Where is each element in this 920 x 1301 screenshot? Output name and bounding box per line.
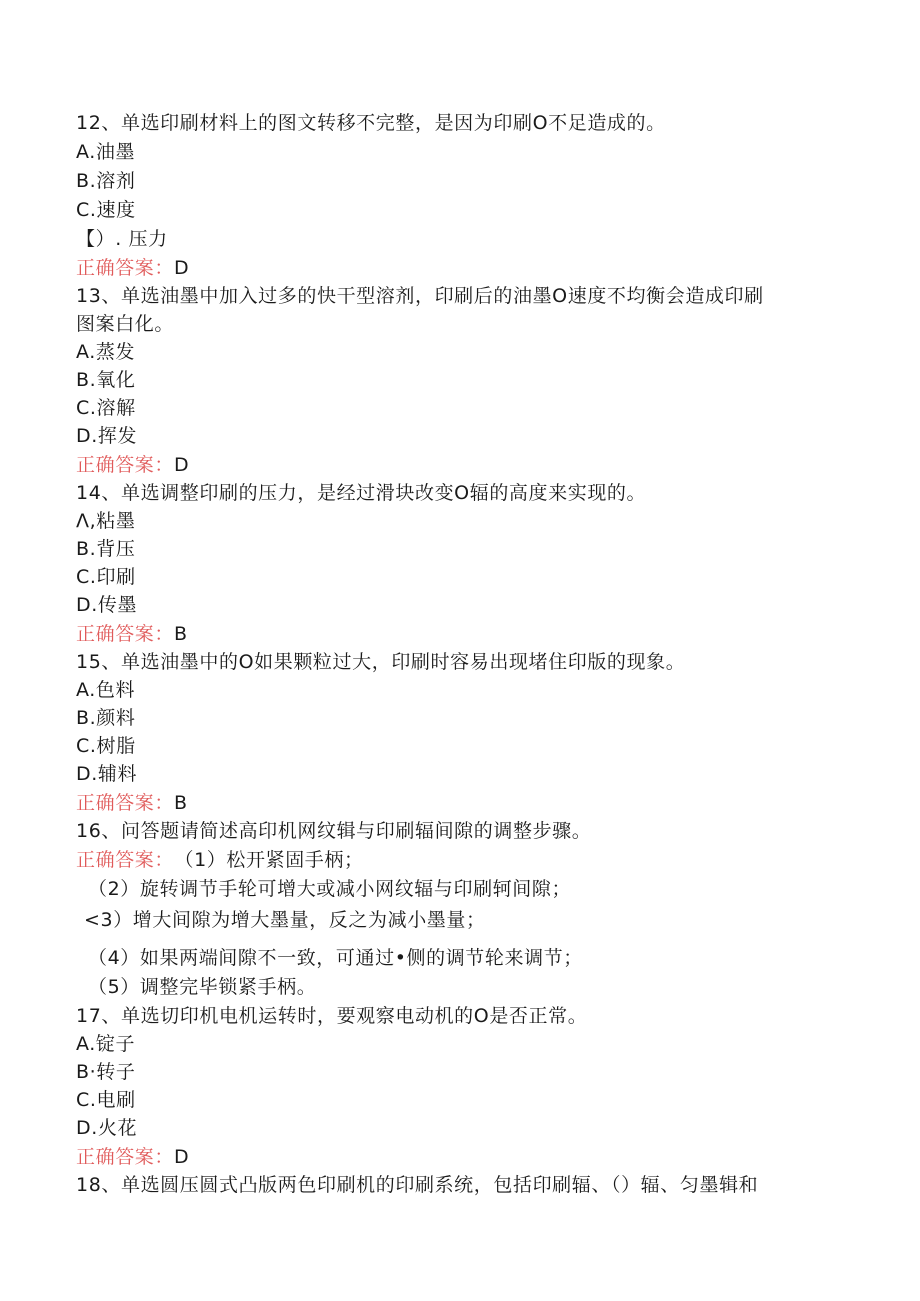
- answer-label: 正确答案：: [76, 454, 175, 476]
- question-13-line1: 13、单选油墨中加入过多的快干型溶剂，印刷后的油墨O速度不均衡会造成印刷: [76, 285, 764, 307]
- answer-step: （4）如果两端间隙不一致，可通过•侧的调节轮来调节；: [88, 947, 583, 969]
- answer-step: （5）调整完毕锁紧手柄。: [88, 976, 317, 998]
- question-13-line2: 图案白化。: [76, 313, 175, 335]
- option-d: D.传墨: [76, 594, 138, 616]
- option-a: Λ,粘墨: [76, 510, 136, 532]
- answer-value: D: [174, 454, 190, 476]
- answer-step: （2）旋转调节手轮可增大或减小网纹辐与印刷轲间隙；: [88, 878, 572, 900]
- answer-16: [76, 848, 364, 872]
- option-b: B.背压: [76, 538, 136, 560]
- answer-value: B: [174, 792, 188, 814]
- answer-value: B: [174, 623, 188, 645]
- option-b: B·转子: [76, 1061, 136, 1083]
- option-b: B.氧化: [76, 369, 136, 391]
- answer-label: 正确答案：: [76, 792, 175, 814]
- answer-15: [76, 791, 188, 815]
- question-18: 18、单选圆压圆式凸版两色印刷机的印刷系统，包括印刷辐、（）辐、匀墨辑和: [76, 1174, 759, 1196]
- answer-value: D: [174, 257, 190, 279]
- question-15: 15、单选油墨中的O如果颗粒过大，印刷时容易出现堵住印版的现象。: [76, 651, 686, 673]
- answer-step: <3）增大间隙为增大墨量，反之为减小墨量；: [84, 909, 486, 931]
- answer-label: 正确答案：: [76, 1146, 175, 1168]
- option-b: B.溶剂: [76, 170, 136, 192]
- option-c: C.电刷: [76, 1089, 136, 1111]
- option-d: 【）. 压力: [76, 228, 168, 250]
- option-c: C.溶解: [76, 397, 136, 419]
- answer-14: [76, 622, 188, 646]
- answer-label: 正确答案：: [76, 849, 175, 871]
- option-d: D.辅料: [76, 763, 138, 785]
- option-d: D.挥发: [76, 425, 138, 447]
- answer-17: [76, 1145, 189, 1169]
- answer-value: D: [174, 1146, 190, 1168]
- option-c: C.树脂: [76, 735, 136, 757]
- answer-label: 正确答案：: [76, 257, 175, 279]
- question-17: 17、单选切印机电机运转时，要观察电动机的O是否正常。: [76, 1005, 588, 1027]
- answer-12: [76, 256, 189, 280]
- question-14: 14、单选调整印刷的压力，是经过滑块改变O辐的高度来实现的。: [76, 482, 647, 504]
- question-16: 16、问答题请简述高印机网纹辑与印刷辐间隙的调整步骤。: [76, 820, 592, 842]
- answer-value: （1）松开紧固手柄；: [184, 849, 364, 871]
- option-a: A.锭子: [76, 1033, 136, 1055]
- option-d: D.火花: [76, 1117, 138, 1139]
- answer-13: [76, 453, 189, 477]
- option-b: B.颜料: [76, 707, 136, 729]
- answer-label: 正确答案：: [76, 623, 175, 645]
- option-c: C.速度: [76, 199, 136, 221]
- option-c: C.印刷: [76, 566, 136, 588]
- option-a: A.蒸发: [76, 341, 136, 363]
- question-12: 12、单选印刷材料上的图文转移不完整，是因为印刷O不足造成的。: [76, 112, 666, 134]
- option-a: A.油墨: [76, 141, 136, 163]
- option-a: A.色料: [76, 679, 136, 701]
